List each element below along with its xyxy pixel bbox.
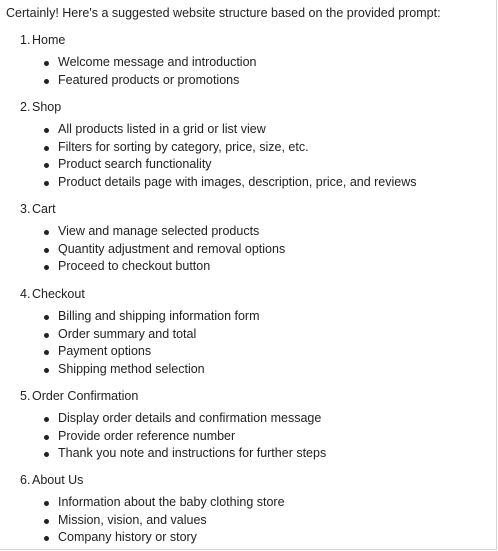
list-item <box>20 428 490 445</box>
bullet-icon <box>44 315 49 320</box>
bullet-icon <box>44 350 49 355</box>
section-home <box>20 32 490 89</box>
section-number: 4. <box>20 287 31 301</box>
bullet-icon <box>44 536 49 541</box>
section-heading <box>20 99 490 116</box>
section-cart <box>20 201 490 276</box>
bullet-icon <box>44 146 49 151</box>
list-item <box>20 241 490 258</box>
list-item <box>20 326 490 343</box>
list-item-text: Display order details and confirmation message <box>58 411 322 426</box>
list-item-text: All products listed in a grid or list view <box>58 122 266 137</box>
list-item-text: Shipping method selection <box>58 361 205 376</box>
list-item <box>20 512 490 529</box>
section-number: 2. <box>20 100 31 114</box>
bullet-icon <box>44 163 49 168</box>
bullet-icon <box>44 435 49 440</box>
list-item <box>20 223 490 240</box>
list-item <box>20 139 490 156</box>
intro-text: Certainly! Here's a suggested website structure based on the provided prompt: <box>6 6 441 20</box>
list-item <box>20 156 490 173</box>
list-item-text: Proceed to checkout button <box>58 259 211 274</box>
section-title: Order Confirmation <box>32 389 139 403</box>
section-title: Cart <box>32 202 56 216</box>
bullet-icon <box>44 79 49 84</box>
list-item <box>20 494 490 511</box>
bullet-icon <box>44 519 49 524</box>
bullet-icon <box>44 368 49 373</box>
list-item-text: Product search functionality <box>58 157 212 172</box>
section-checkout <box>20 286 490 378</box>
list-item <box>20 72 490 89</box>
bullet-icon <box>44 61 49 66</box>
section-heading <box>20 472 490 489</box>
list-item-text: View and manage selected products <box>58 224 260 239</box>
list-item <box>20 308 490 325</box>
list-item <box>20 174 490 191</box>
bullet-list <box>20 410 490 462</box>
list-item-text: Mission, vision, and values <box>58 512 207 527</box>
bullet-icon <box>44 128 49 133</box>
section-heading <box>20 201 490 218</box>
list-item <box>20 258 490 275</box>
section-title: About Us <box>32 473 84 487</box>
list-item <box>20 410 490 427</box>
bullet-icon <box>44 417 49 422</box>
list-item <box>20 529 490 546</box>
list-item <box>20 343 490 360</box>
list-item <box>20 361 490 378</box>
section-heading <box>20 286 490 303</box>
bullet-icon <box>44 501 49 506</box>
list-item-text: Payment options <box>58 344 152 359</box>
bullet-icon <box>44 452 49 457</box>
list-item-text: Order summary and total <box>58 326 197 341</box>
bullet-list <box>20 121 490 191</box>
section-title: Home <box>32 33 66 47</box>
section-number: 3. <box>20 202 31 216</box>
section-title: Checkout <box>32 287 85 301</box>
list-item-text: Product details page with images, description, price, and reviews <box>58 174 417 189</box>
list-item <box>20 121 490 138</box>
bullet-icon <box>44 265 49 270</box>
section-about-us <box>20 472 490 547</box>
list-item-text: Quantity adjustment and removal options <box>58 241 286 256</box>
bullet-icon <box>44 333 49 338</box>
list-item-text: Provide order reference number <box>58 428 236 443</box>
section-number: 5. <box>20 389 31 403</box>
bullet-list <box>20 308 490 378</box>
list-item-text: Filters for sorting by category, price, size, etc. <box>58 139 309 154</box>
list-item <box>20 445 490 462</box>
bullet-icon <box>44 230 49 235</box>
section-number: 1. <box>20 33 31 47</box>
bullet-icon <box>44 248 49 253</box>
list-item-text: Featured products or promotions <box>58 72 240 87</box>
list-item-text: Thank you note and instructions for further steps <box>58 446 327 461</box>
bullet-list <box>20 54 490 89</box>
bullet-icon <box>44 181 49 186</box>
bullet-list <box>20 223 490 275</box>
list-item <box>20 54 490 71</box>
section-title: Shop <box>32 100 62 114</box>
list-item-text: Billing and shipping information form <box>58 309 260 324</box>
section-order-confirmation <box>20 388 490 463</box>
bullet-list <box>20 494 490 546</box>
list-item-text: Company history or story <box>58 530 197 545</box>
section-number: 6. <box>20 473 31 487</box>
list-item-text: Information about the baby clothing store <box>58 495 285 510</box>
section-shop <box>20 99 490 191</box>
list-item-text: Welcome message and introduction <box>58 55 257 70</box>
section-heading <box>20 32 490 49</box>
section-heading <box>20 388 490 405</box>
